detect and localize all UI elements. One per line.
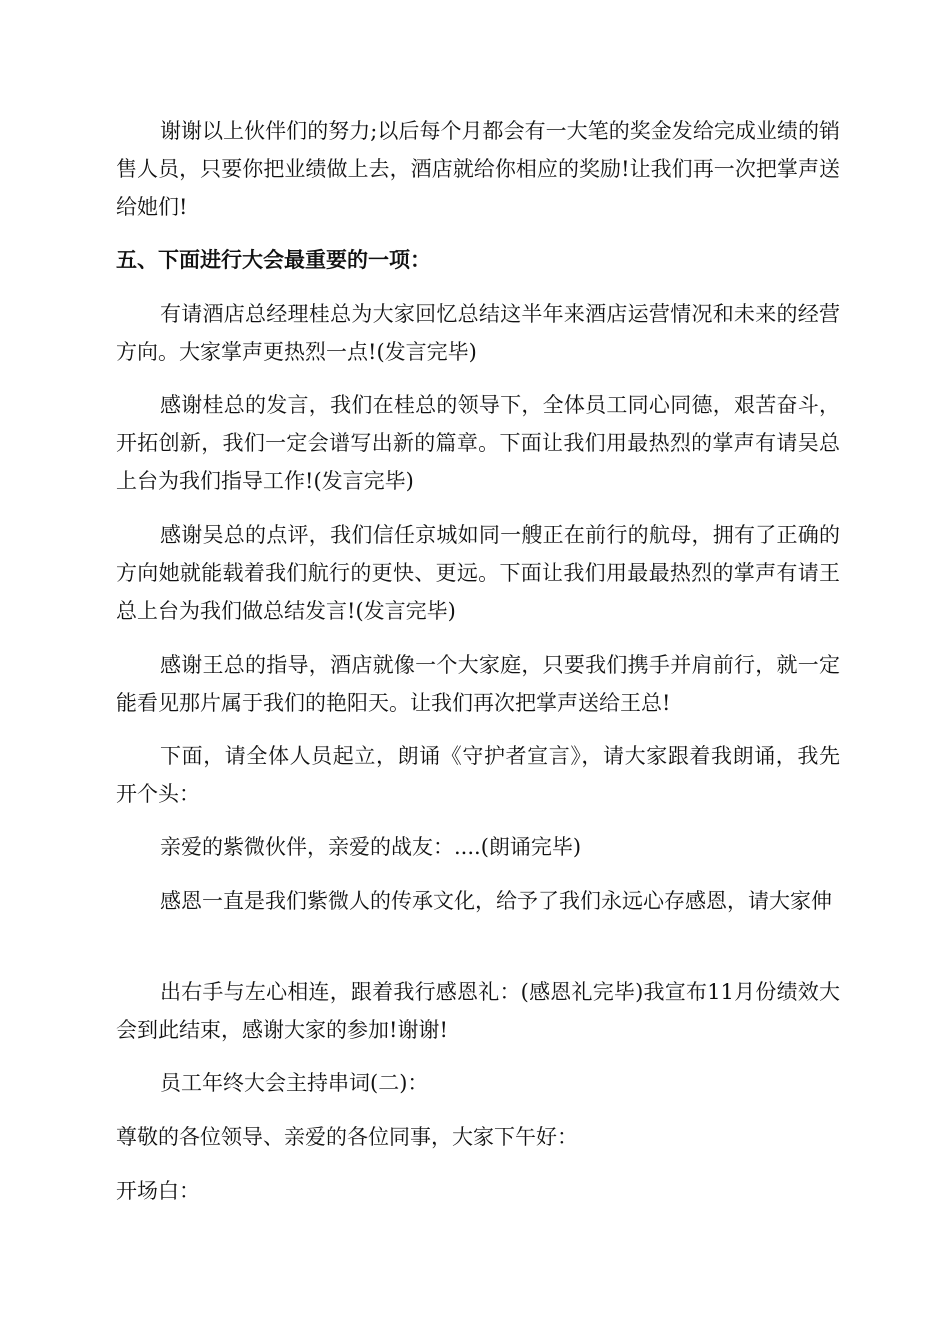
- paragraph-thanks-gui: 感谢桂总的发言，我们在桂总的领导下，全体员工同心同德，艰苦奋斗，开拓创新，我们一定会谱写出新的篇章。下面让我们用最热烈的掌声有请吴总上台为我们指导工作!(发言完毕): [116, 393, 840, 493]
- paragraph-thanks-wang: 感谢王总的指导，酒店就像一个大家庭，只要我们携手并肩前行，就一定能看见那片属于我们的艳阳天。让我们再次把掌声送给王总!: [116, 653, 840, 715]
- section-heading-five: 五、下面进行大会最重要的一项：: [116, 248, 431, 272]
- paragraph-opening-remarks: 开场白：: [116, 1179, 200, 1203]
- paragraph-thanks-wu: 感谢吴总的点评，我们信任京城如同一艘正在前行的航母，拥有了正确的方向她就能载着我们航行的更快、更远。下面让我们用最最热烈的掌声有请王总上台为我们做总结发言!(发言完毕): [116, 523, 840, 623]
- paragraph-recite-opening: 亲爱的紫微伙伴，亲爱的战友：....(朗诵完毕): [160, 835, 582, 859]
- paragraph-thanks-partners: 谢谢以上伙伴们的努力;以后每个月都会有一大笔的奖金发给完成业绩的销售人员，只要你把业绩做上去，酒店就给你相应的奖励!让我们再一次把掌声送给她们!: [116, 119, 840, 219]
- paragraph-closing: 出右手与左心相连，跟着我行感恩礼：(感恩礼完毕)我宣布11月份绩效大会到此结束，感谢大家的参加!谢谢!: [116, 980, 840, 1042]
- paragraph-recite-declaration: 下面，请全体人员起立，朗诵《守护者宣言》，请大家跟着我朗诵，我先开个头：: [116, 744, 840, 806]
- paragraph-gratitude-culture: 感恩一直是我们紫微人的传承文化，给予了我们永远心存感恩，请大家伸: [160, 889, 832, 913]
- paragraph-invite-gm: 有请酒店总经理桂总为大家回忆总结这半年来酒店运营情况和未来的经营方向。大家掌声更热烈一点!(发言完毕): [116, 302, 840, 364]
- paragraph-greeting: 尊敬的各位领导、亲爱的各位同事，大家下午好：: [116, 1125, 578, 1149]
- paragraph-script-two-title: 员工年终大会主持串词(二)：: [160, 1071, 429, 1095]
